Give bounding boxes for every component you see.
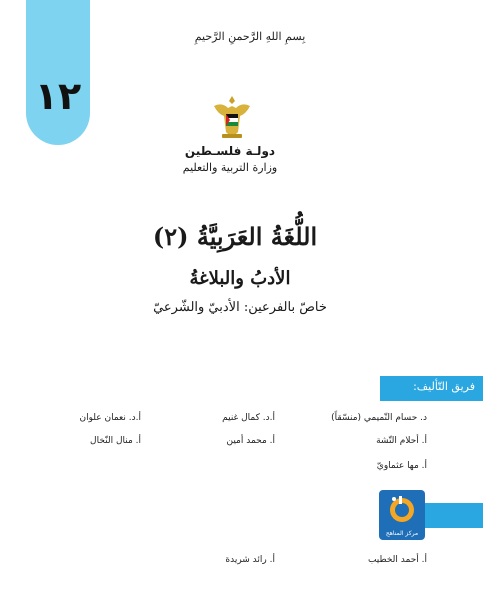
- curriculum-center-logo-icon: [379, 492, 425, 530]
- author-name: أ.د. كمال غنيم: [222, 413, 275, 423]
- logo-accent-bar: [425, 503, 483, 528]
- grade-tab: [26, 0, 90, 145]
- author-name: أ. رائد شريدة: [225, 555, 275, 565]
- state-name: دولـة فلسـطين: [184, 144, 276, 158]
- author-name: أ. أحلام التّشة: [376, 436, 427, 446]
- book-title: اللُّغَةُ العَرَبِيَّةُ (٢): [152, 222, 318, 251]
- author-name: أ. مها عثماويّ: [376, 461, 427, 471]
- book-subtitle: الأدبُ والبلاغةُ: [189, 268, 291, 289]
- logo-caption: مركز المناهج: [385, 530, 419, 537]
- author-name: أ. منال النّخال: [90, 436, 141, 446]
- team-label: فريق التّأليف:: [413, 380, 475, 393]
- ministry-name: وزارة التربية والتعليم: [182, 161, 278, 174]
- author-name: د. حسام التّميمي (منسّقاً): [331, 413, 427, 423]
- author-name: أ. محمد أمين: [226, 436, 275, 446]
- book-branch: خاصّ بالفرعين: الأدبيّ والشّرعيّ: [153, 300, 327, 315]
- palestine-eagle-emblem-icon: [210, 92, 254, 142]
- author-name: أ. أحمد الخطيب: [367, 555, 427, 565]
- grade-number: ١٢: [34, 74, 82, 118]
- basmala: بِسمِ اللهِ الرَّحمنِ الرَّحيمِ: [194, 30, 306, 43]
- author-name: أ.د. نعمان علوان: [79, 413, 141, 423]
